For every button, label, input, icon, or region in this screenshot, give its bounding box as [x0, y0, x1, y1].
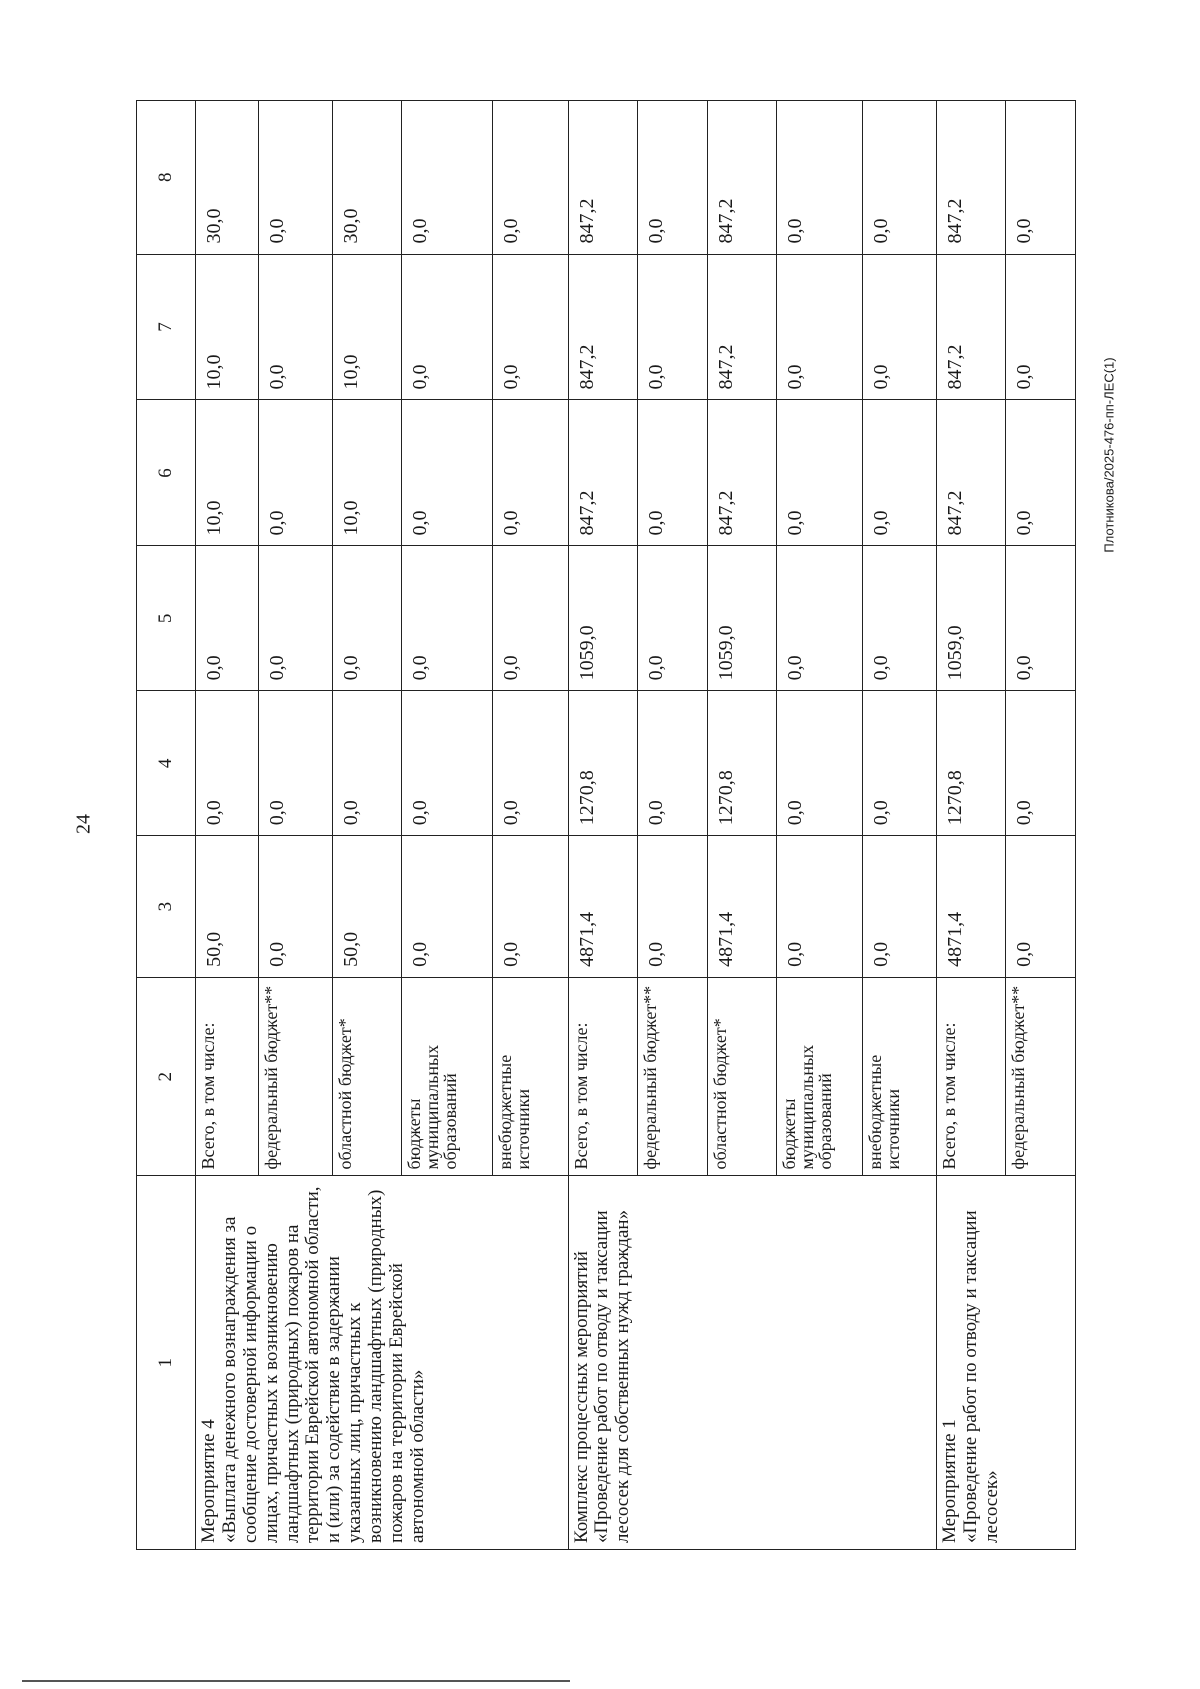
scan-edge-line [22, 1680, 570, 1682]
funding-source-cell: федеральный бюджет** [259, 977, 333, 1176]
header-row [137, 101, 196, 1550]
amount-cell: 0,0 [402, 546, 493, 691]
amount-cell: 30,0 [196, 101, 259, 255]
amount-cell: 0,0 [638, 254, 707, 400]
amount-cell: 847,2 [707, 400, 776, 546]
funding-source-cell: бюджеты муниципальных образований [402, 977, 493, 1176]
amount-cell: 4871,4 [936, 836, 1005, 978]
amount-cell: 0,0 [863, 836, 937, 978]
amount-cell: 0,0 [638, 691, 707, 836]
amount-cell: 847,2 [707, 254, 776, 400]
amount-cell: 0,0 [1006, 254, 1076, 400]
funding-source-cell: федеральный бюджет** [638, 977, 707, 1176]
budget-table-frame [136, 100, 1076, 1550]
amount-cell: 50,0 [332, 836, 401, 978]
amount-cell: 847,2 [707, 101, 776, 255]
document-code: Плотникова/2025-476-пп-ЛЕС(1) [1101, 357, 1117, 553]
column-header: 2 [137, 977, 196, 1176]
funding-source-cell: бюджеты муниципальных образований [777, 977, 863, 1176]
funding-source-cell: Всего, в том числе: [196, 977, 259, 1176]
amount-cell: 0,0 [259, 101, 333, 255]
amount-cell: 0,0 [777, 546, 863, 691]
funding-source-cell: федеральный бюджет** [1006, 977, 1076, 1176]
amount-cell: 1059,0 [936, 546, 1005, 691]
amount-cell: 0,0 [1006, 836, 1076, 978]
amount-cell: 0,0 [332, 546, 401, 691]
amount-cell: 4871,4 [707, 836, 776, 978]
amount-cell: 0,0 [259, 691, 333, 836]
amount-cell: 0,0 [196, 546, 259, 691]
table-row [568, 101, 637, 1550]
funding-source-cell: внебюджетные источники [863, 977, 937, 1176]
amount-cell: 0,0 [777, 836, 863, 978]
amount-cell: 0,0 [402, 691, 493, 836]
amount-cell: 0,0 [492, 836, 568, 978]
amount-cell: 0,0 [492, 546, 568, 691]
amount-cell: 847,2 [568, 254, 637, 400]
column-header: 5 [137, 546, 196, 691]
amount-cell: 0,0 [1006, 546, 1076, 691]
amount-cell: 0,0 [638, 836, 707, 978]
amount-cell: 1270,8 [568, 691, 637, 836]
amount-cell: 0,0 [259, 546, 333, 691]
column-header: 3 [137, 836, 196, 978]
amount-cell: 0,0 [863, 101, 937, 255]
amount-cell: 847,2 [568, 400, 637, 546]
column-header: 4 [137, 691, 196, 836]
table-row [936, 101, 1005, 1550]
measure-name-cell: Комплекс процессных мероприятий «Проведение работ по отводу и таксации лесосек для собственных нужд граждан» [568, 1176, 936, 1550]
column-header: 7 [137, 254, 196, 400]
amount-cell: 0,0 [863, 400, 937, 546]
column-header: 8 [137, 101, 196, 255]
amount-cell: 0,0 [638, 400, 707, 546]
funding-source-cell: Всего, в том числе: [936, 977, 1005, 1176]
amount-cell: 0,0 [1006, 691, 1076, 836]
amount-cell: 0,0 [777, 691, 863, 836]
budget-table-rotated [136, 100, 1076, 1550]
measure-name-cell: Мероприятие 1 «Проведение работ по отводу и таксации лесосек» [936, 1176, 1075, 1550]
amount-cell: 0,0 [638, 546, 707, 691]
amount-cell: 0,0 [777, 101, 863, 255]
amount-cell: 0,0 [777, 254, 863, 400]
amount-cell: 10,0 [196, 400, 259, 546]
amount-cell: 50,0 [196, 836, 259, 978]
amount-cell: 0,0 [402, 254, 493, 400]
page-number: 24 [72, 814, 95, 834]
amount-cell: 0,0 [402, 400, 493, 546]
column-header: 1 [137, 1176, 196, 1550]
amount-cell: 847,2 [568, 101, 637, 255]
amount-cell: 0,0 [863, 254, 937, 400]
amount-cell: 0,0 [863, 691, 937, 836]
amount-cell: 0,0 [259, 400, 333, 546]
funding-source-cell: внебюджетные источники [492, 977, 568, 1176]
amount-cell: 10,0 [196, 254, 259, 400]
amount-cell: 847,2 [936, 254, 1005, 400]
amount-cell: 0,0 [492, 691, 568, 836]
amount-cell: 10,0 [332, 400, 401, 546]
funding-source-cell: областной бюджет* [332, 977, 401, 1176]
amount-cell: 0,0 [332, 691, 401, 836]
amount-cell: 847,2 [936, 400, 1005, 546]
amount-cell: 1059,0 [707, 546, 776, 691]
amount-cell: 0,0 [863, 546, 937, 691]
amount-cell: 0,0 [259, 836, 333, 978]
budget-table [136, 100, 1076, 1550]
amount-cell: 1270,8 [707, 691, 776, 836]
amount-cell: 0,0 [492, 254, 568, 400]
amount-cell: 0,0 [402, 836, 493, 978]
amount-cell: 0,0 [196, 691, 259, 836]
funding-source-cell: областной бюджет* [707, 977, 776, 1176]
amount-cell: 4871,4 [568, 836, 637, 978]
amount-cell: 0,0 [777, 400, 863, 546]
amount-cell: 1270,8 [936, 691, 1005, 836]
amount-cell: 847,2 [936, 101, 1005, 255]
measure-name-cell: Мероприятие 4 «Выплата денежного вознаграждения за сообщение достоверной информации о лицах, причастных к возникновению ландшафтных (природных) пожаров на территории Еврейской автономной области, и (или) за содействие в задержании указанных лиц, причастных к возникновению ландшафтных (природных) пожаров на территории Еврейской автономной области» [196, 1176, 569, 1550]
amount-cell: 0,0 [1006, 101, 1076, 255]
amount-cell: 0,0 [638, 101, 707, 255]
amount-cell: 30,0 [332, 101, 401, 255]
amount-cell: 10,0 [332, 254, 401, 400]
amount-cell: 0,0 [259, 254, 333, 400]
column-header: 6 [137, 400, 196, 546]
amount-cell: 0,0 [402, 101, 493, 255]
funding-source-cell: Всего, в том числе: [568, 977, 637, 1176]
amount-cell: 0,0 [1006, 400, 1076, 546]
amount-cell: 0,0 [492, 400, 568, 546]
amount-cell: 0,0 [492, 101, 568, 255]
amount-cell: 1059,0 [568, 546, 637, 691]
table-row [196, 101, 259, 1550]
